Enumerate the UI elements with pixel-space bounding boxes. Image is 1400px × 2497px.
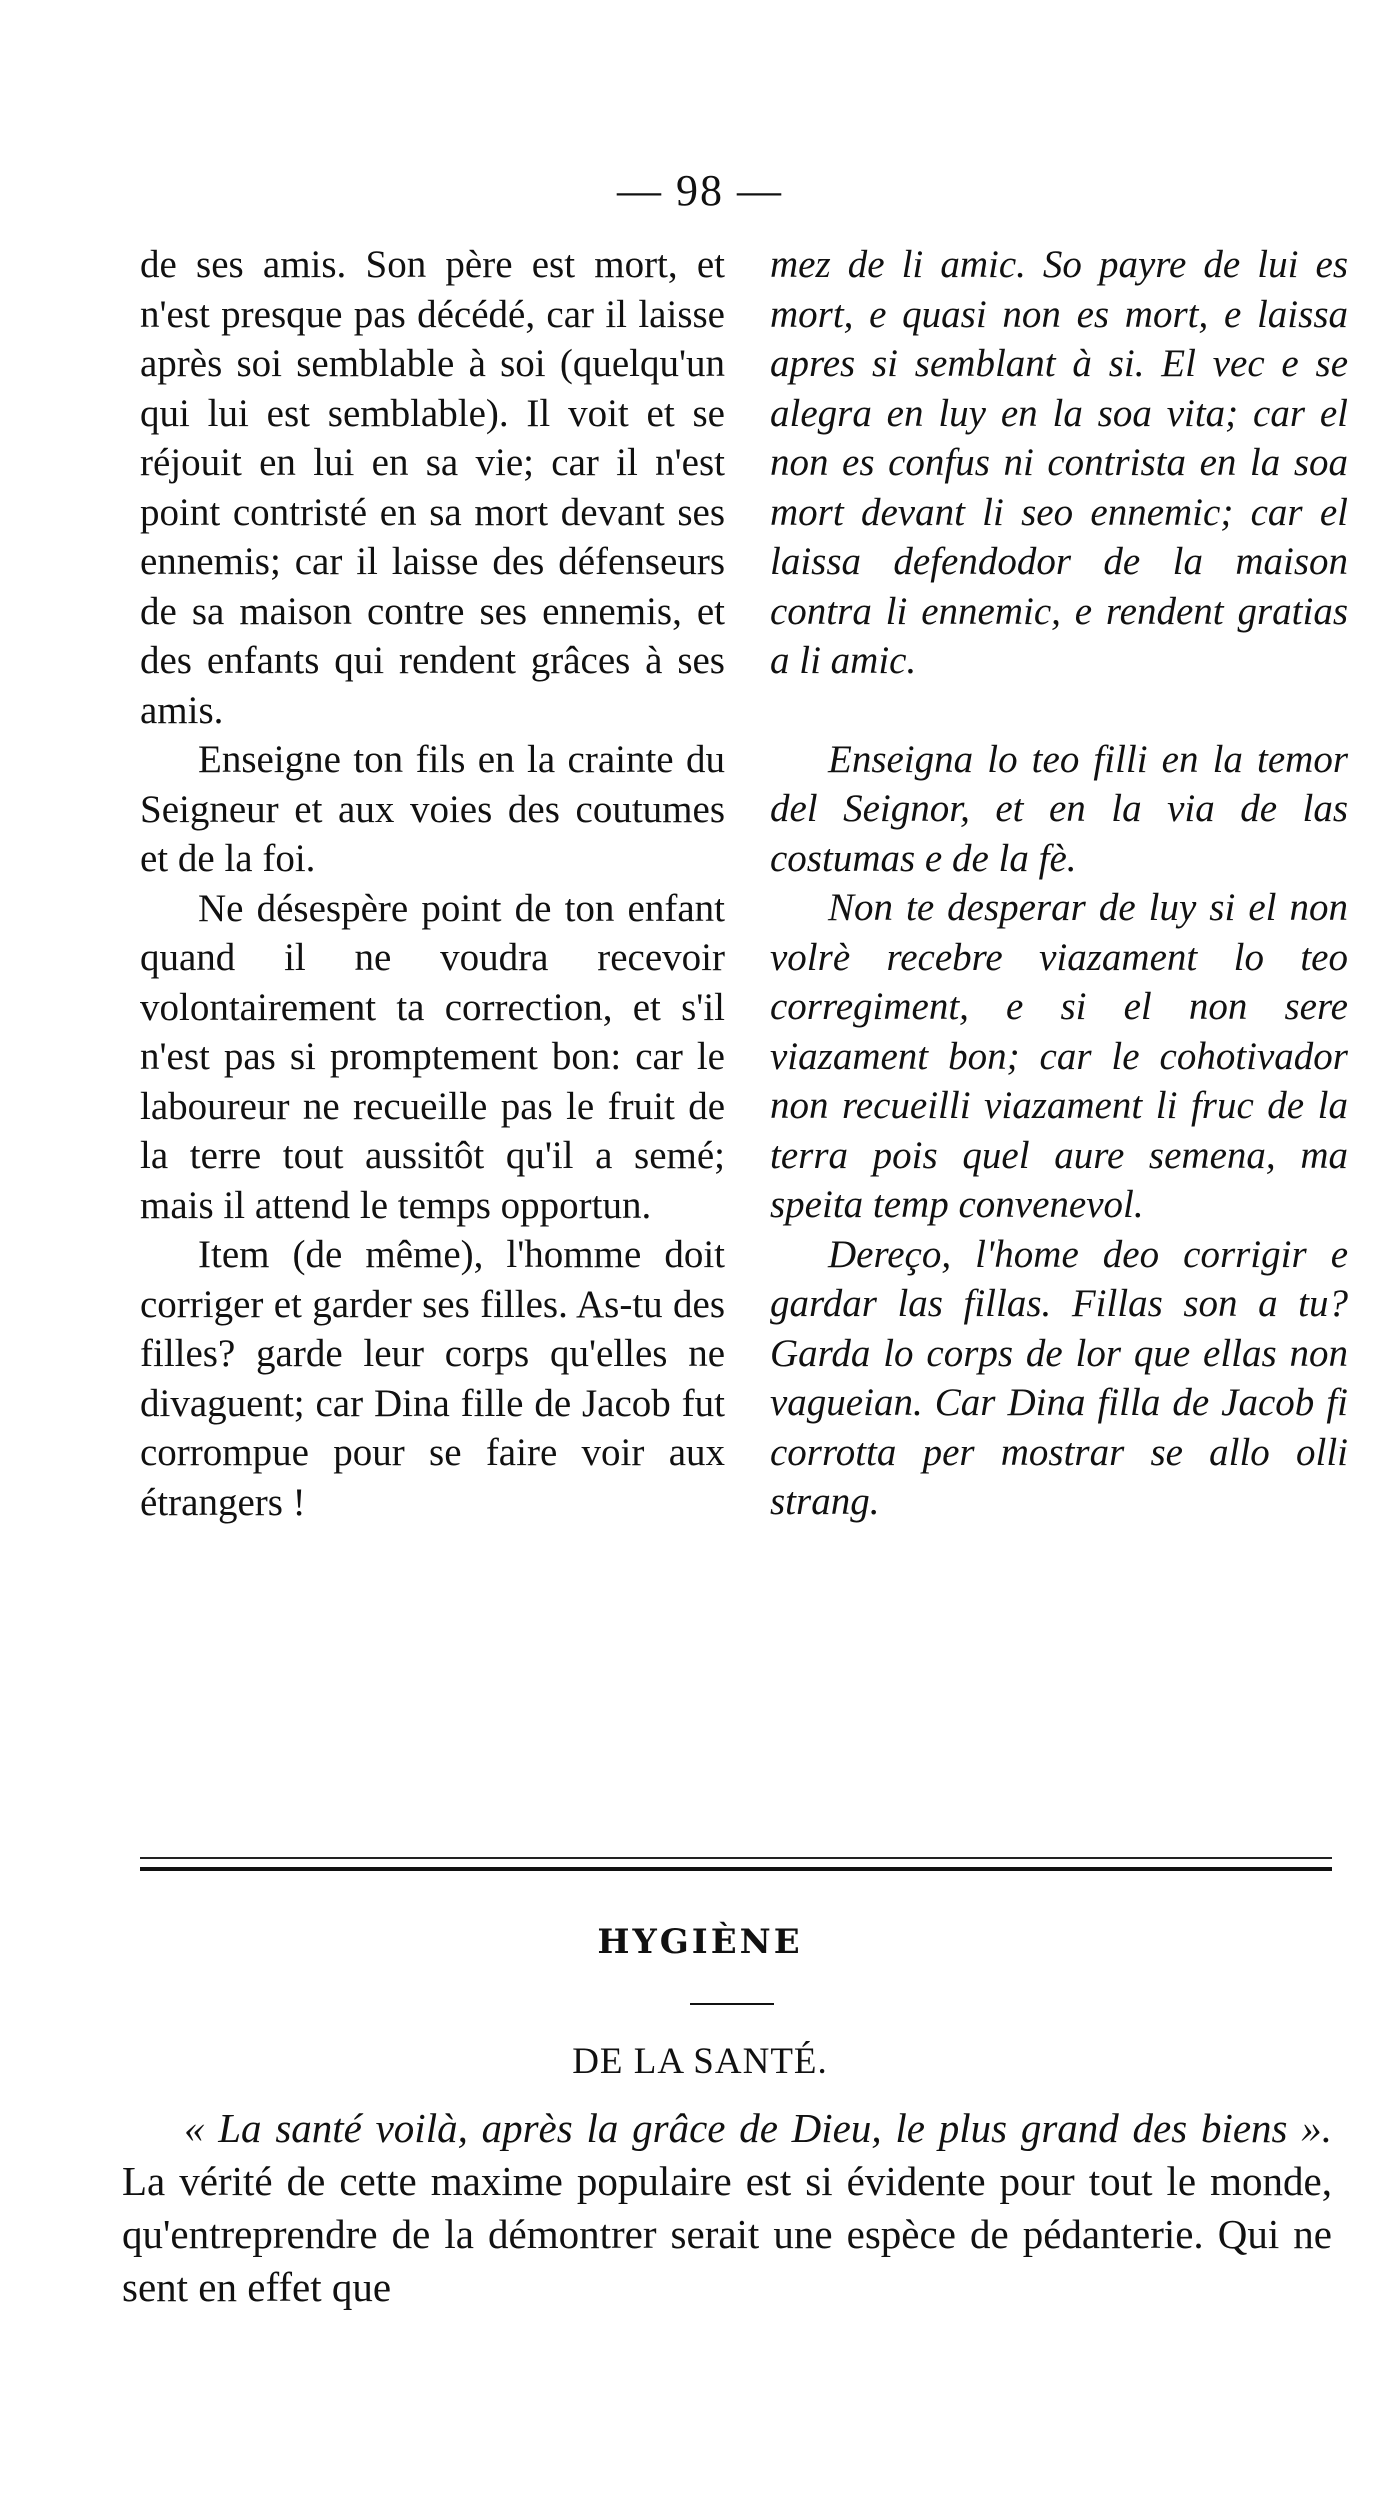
section-body-text: La vérité de cette maxime populaire est si évidente pour tout le monde, qu'entreprendre de la démontrer serait une espèce de pédanterie. Qui ne sent en effet que bbox=[122, 2158, 1332, 2310]
section-body bbox=[122, 2102, 1332, 2314]
occitan-paragraph-4: Dereço, l'home deo corrigir e gardar las fillas. Fillas son a tu? Garda lo corps de lor que ellas non vagueian. Car Dina filla de Jacob fi corrotta per mostrar se allo olli strang. bbox=[770, 1232, 1348, 1523]
section-quote: « La santé voilà, après la grâce de Dieu, le plus grand des biens ». bbox=[184, 2105, 1332, 2151]
occitan-paragraph-3: Non te desperar de luy si el non volrè recebre viazament lo teo corregiment, e si el non sere viazament bon; car le cohotivador non recueilli viazament li fruc de la terra pois quel aure semena, ma speita temp convenevol. bbox=[770, 886, 1348, 1226]
french-paragraph-4: Item (de même), l'homme doit corriger et garder ses filles. As-tu des filles? garde leur corps qu'elles ne divaguent; car Dina fille de Jacob fut corrompue pour se faire voir aux étrangers ! bbox=[140, 1233, 725, 1524]
french-column bbox=[140, 240, 725, 1527]
page-number: — 98 — bbox=[617, 166, 783, 215]
french-paragraph-2: Enseigne ton fils en la crainte du Seigneur et aux voies des coutumes et de la foi. bbox=[140, 738, 725, 880]
section-subheading: DE LA SANTÉ. bbox=[572, 2041, 828, 2082]
occitan-paragraph-2: Enseigna lo teo filli en la temor del Seignor, et en la via de las costumas e de la fè. bbox=[770, 737, 1348, 880]
heading-underline bbox=[690, 2003, 774, 2005]
french-paragraph-3: Ne désespère point de ton enfant quand il ne voudra recevoir volontairement ta correction, et s'il n'est pas si promptement bon: car le laboureur ne recueille pas le fruit de la terre tout aussitôt qu'il a semé; mais il attend le temps opportun. bbox=[140, 886, 725, 1227]
section-divider bbox=[140, 1857, 1332, 1871]
french-paragraph-1: de ses amis. Son père est mort, et n'est presque pas décédé, car il laisse après soi semblable à soi (quelqu'un qui lui est semblable). Il voit et se réjouit en lui en sa vie; car il n'est point contristé en sa mort devant ses ennemis; car il laisse des défenseurs de sa maison contre ses ennemis, et des enfants qui rendent grâces à ses amis. bbox=[140, 243, 725, 732]
occitan-column bbox=[770, 240, 1348, 1527]
occitan-paragraph-1: mez de li amic. So payre de lui es mort, e quasi non es mort, e laissa apres si semblant à si. El vec e se alegra en luy en la soa vita; car el non es confus ni contrista en la soa mort devant li seo ennemic; car el laissa defendodor de la maison contra li ennemic, e rendent gratias a li amic. bbox=[770, 243, 1348, 682]
section-heading: HYGIÈNE bbox=[597, 1922, 803, 1962]
